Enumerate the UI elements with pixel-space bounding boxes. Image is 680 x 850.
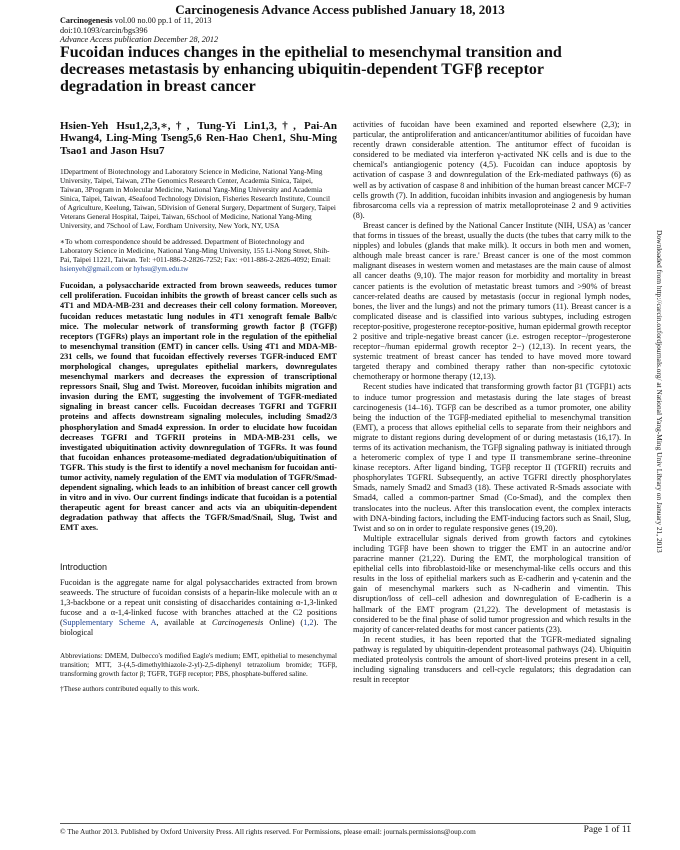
download-watermark-text: Downloaded from http://carcin.oxfordjournals.org/ at National Yang-Ming Univ Library on January 21, 2013: [655, 230, 664, 553]
intro-text: Fucoidan is the aggregate name for algal polysaccharides extracted from brown seaweeds. The structure of fucoidan consists of a heparin-like molecule with an α 1,3-backbone or a repeat unit consisting of disaccharides containing α-1,3-linked fucose and a α-1,4-linked fucose with branches attached at the C2 positions (: [60, 577, 337, 628]
advance-access-banner: Carcinogenesis Advance Access published January 18, 2013: [175, 2, 505, 17]
abstract: Fucoidan, a polysaccharide extracted from brown seaweeds, reduces tumor cell proliferation. Fucoidan inhibits the growth of breast cancer cells such as 4T1 and MDA-MB-231 and decreases their cell colony formation. Moreover, fucoidan reduces metastatic lung nodules in 4T1 xenograft female Balb/c mice. The molecular network of transforming growth factor β (TGFβ) receptors (TGFRs) plays an important role in the regulation of the epithelial to mesenchymal transition (EMT) in cancer cells. Using 4T1 and MDA-MB-231 cells, we found that fucoidan effectively reverses TGFR-induced EMT morphological changes, upregulates epithelial markers, downregulates mesenchymal markers and decreases the expression of transcriptional repressors Snail, Slug and Twist. Moreover, fucoidan inhibits migration and invasion during the EMT, suggesting the involvement of TGFR-mediated signaling in breast cancer cells. Fucoidan decreases TGFRI and TGFRII proteins and affects downstream signaling molecules, including Smad2/3 phosphorylation and Smad4 expression. In order to elucidate how fucoidan decreases TGFRI and TGFRII proteins in MDA-MB-231 cells, we investigated ubiquitination activity downregulation of TGFRs. It was found that fucoidan enhances proteasome-mediated degradation/ubiquitination of TGFR. This study is the first to identify a novel mechanism for fucoidan anti-tumor activity, namely regulation of the EMT via modulation of TGFR/Smad-dependent signaling, which leads to an inhibition of breast cancer cell growth in vitro and in vivo. Our current findings indicate that fucoidan is a potential therapeutic agent for breast cancer and acts via an ubiquitin-dependent degradation pathway that affects the TGFR/Smad/Snail, Slug, Twist and EMT axes.: [60, 281, 337, 533]
email-or: or: [123, 264, 134, 274]
section-heading-introduction: Introduction: [60, 561, 108, 572]
journal-italic: Carcinogenesis: [212, 618, 264, 628]
journal-name: Carcinogenesis: [60, 16, 113, 25]
download-watermark: [652, 230, 666, 590]
left-column: [60, 120, 337, 693]
advance-publication-date: Advance Access publication December 28, 2012: [60, 35, 219, 45]
email-link-2[interactable]: hyhsu@ym.edu.tw: [133, 264, 189, 274]
article-title: Fucoidan induces changes in the epithelial to mesenchymal transition and decreases metastasis by enhancing ubiquitin-dependent TGFβ receptor degradation in breast cancer: [60, 44, 562, 95]
journal-meta: [60, 16, 218, 45]
doi-line[interactable]: doi:10.1093/carcin/bgs396: [60, 25, 148, 35]
correspondence-text: ∗To whom correspondence should be addressed. Department of Biotechnology and Laboratory Science in Medicine, National Yang-Ming University, 155 Li-Nong Street, Shih-Pai, Taipei 11221, Taiwan. Tel: +011-886-2-2826-7252; Fax: +011-886-2-2826-4092;: [60, 237, 330, 265]
email-label: Email:: [311, 255, 331, 265]
footer-copyright: © The Author 2013. Published by Oxford University Press. All rights reserved. For Permissions, please email: journals.permissions@oup.com: [60, 827, 476, 836]
email-link-1[interactable]: hsienyeh@gmail.com: [60, 264, 124, 274]
body-paragraph-4: Multiple extracellular signals derived from growth factors and cytokines including TGFβ have been shown to trigger the EMT in an autocrine and/or paracrine manner (21,22). During the EMT, the morphological transition of epithelial cells into fibroblastoid-like or mesenchymal-like cells occurs and this results in the loss of epithelial markers such as E-cadherin and γ-catenin and the gain of mesenchymal markers such as N-cadherin and vimentin. This disruption/loss of cell–cell adhesion and downregulation of E-cadherin is a hallmark of the EMT program (21,22). The development of metastasis is considered to be the final phase of solid tumor progression and which results in the majority of cancer-related deaths for most cancer patients (23).: [353, 533, 631, 634]
body-paragraph-1: activities of fucoidan have been examined and reported elsewhere (2,3); in particular, the antiproliferation and anticancer/antitumor abilities of fucoidan have recently drawn considerable attention. The antitumor effect of fucoidan is considered to be mediated via interferon γ-activated NK cells and is due to the chemical's antiangiogenic potency (4,5). Fucoidan can induce apoptosis by activation of caspase 3 and downregulation of the Erk-mediated pathways (6) as well as by activation of caspase 8 and inhibition of the human breast cancer MCF-7 cells growth (7). In addition, fucoidan inhibits invasion and angiogenesis by human fibrosarcoma cells via a repression of matrix metalloproteinase 2 and 9 activities (8).: [353, 120, 631, 220]
page-number: Page 1 of 11: [583, 825, 631, 835]
author-list: Hsien-Yeh Hsu1,2,3,∗,†, Tung-Yi Lin1,3,†, Pai-An Hwang4, Ling-Ming Tseng5,6 Ren-Hao Chen1, Shu-Ming Tsao1 and Jason Hsu7: [60, 120, 337, 157]
right-column: [353, 120, 631, 685]
intro-text-tail: Online) (: [263, 618, 304, 628]
correspondence: [60, 237, 337, 273]
footer-divider: [60, 823, 631, 824]
intro-text-mid: , available at: [156, 618, 213, 628]
intro-paragraph: [60, 578, 337, 639]
equal-contribution-note: †These authors contributed equally to this work.: [60, 684, 200, 693]
body-paragraph-3: Recent studies have indicated that transforming growth factor β1 (TGFβ1) acts to induce tumor progression and metastasis during the late stages of breast carcinogenesis (14–16). TGFβ can be described as a tumor promoter, one ability being the induction of the TGFβ-mediated epithelial to mesenchymal transition (EMT), a process that allows epithelial cells to separate from their neighbors and migrate to distant regions during development of or during metastasis (16,17). In terms of its activation mechanism, the TGFβ signaling pathway is initiated through a heteromeric complex of type I and type II transmembrane serine–threonine kinase receptors. After ligand binding, TGFβ receptor II (TGFRII) recruits and phosphorylates TGFRI. Subsequently, an active TGFRI directly phosphorylates Smads, namely Smad2 and Smad3 (18). These activated R-Smads associate with Smad4, called a common-partner Smad (Co-Smad), and the complex then translocates into the nucleus. After this translocation event, the complex interacts with DNA-binding factors, including the EMT-inducing factors such as Snail, Slug, Twist and so on in order to regulate responsive genes (19,20).: [353, 382, 631, 533]
affiliations: 1Department of Biotechnology and Laboratory Science in Medicine, National Yang-Ming University, Taipei, Taiwan, 2The Genomics Research Center, Academia Sinica, Taipei, Taiwan, 3Program in Molecular Medicine, National Yang-Ming University and Academia Sinica, Taipei, Taiwan, 4Seafood Technology Division, Fisheries Research Institute, Council of Agriculture, Keelung, Taiwan, 5Division of General Surgery, Department of Surgery, Taipei Veterans General Hospital, Taipei, Taiwan, 6School of Medicine, National Yang-Ming University, and 7School of Law, Fordham University, New York, NY, USA: [60, 167, 336, 231]
volume-line: vol.00 no.00 pp.1 of 11, 2013: [112, 16, 212, 25]
reference-link[interactable]: 1,2: [303, 618, 314, 628]
supplementary-link[interactable]: Supplementary Scheme A: [62, 618, 157, 628]
abbreviations-note: Abbreviations: DMEM, Dulbecco's modified Eagle's medium; EMT, epithelial to mesenchymal transition; MTT, 3-(4,5-dimethylthiazole-2-yl)-2,5-diphenyl tetrazolium bromide; TGFβ, transforming growth factor β; TGFR, TGFβ receptor; PBS, phosphate-buffered saline.: [60, 652, 337, 678]
body-paragraph-5: In recent studies, it has been reported that the TGFR-mediated signaling pathway is regulated by ubiquitin-dependent proteasomal pathways (24). Ubiquitin mediated proteolysis controls the amount of short-lived proteins present in a cell, including signaling transducers and cell-cycle regulators; this degradation can result in receptor: [353, 634, 631, 685]
intro-text-end: ). The biological: [60, 618, 337, 638]
body-paragraph-2: Breast cancer is defined by the National Cancer Institute (NIH, USA) as 'cancer that forms in tissues of the breast, usually the ducts (the tubes that carry milk to the nipples) and lobules (glands that make milk). It occurs in both men and women, although male breast cancer is rare.' Breast cancer is one of the most common malignant diseases in western women and metastases are the main cause of almost all cancer deaths (9,10). The major reason for morbidity and mortality in breast cancer patients is the evolution of metastatic breast tumors and >90% of breast cancer-related deaths are caused by metastasis (occur in regional lymph nodes, bones, the liver and the lungs) and not the primary tumors (11). Breast cancer is a complicated disease and is classified into various subtypes, including estrogen receptor-positive, progesterone receptor-positive, human epidermal growth receptor 2 positive and triple-negative breast cancer (i.e. estrogen receptor−/progesterone receptor−/human epidermal growth receptor 2−) (12,13). In recent years, the systemic treatment of breast cancer has tended to have moved more toward targeted therapy and combined therapy rather than non-specific cytotoxic chemotherapy or hormone therapy (12,13).: [353, 220, 631, 382]
